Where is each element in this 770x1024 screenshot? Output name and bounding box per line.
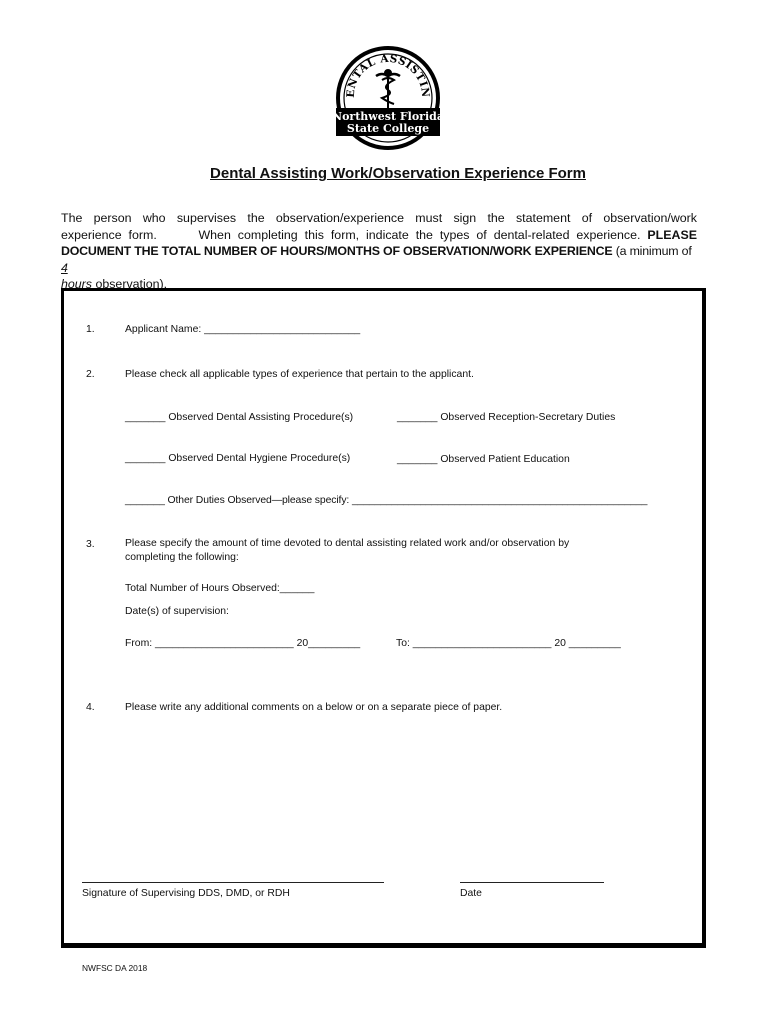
checkbox-reception-secretary[interactable]: _______ Observed Reception-Secretary Duties <box>397 412 616 423</box>
form-title: Dental Assisting Work/Observation Experience Form <box>210 165 586 182</box>
college-seal-logo <box>332 46 444 150</box>
applicant-name-field[interactable]: Applicant Name: ___________________________ <box>125 324 361 335</box>
item-number-4: 4. <box>86 702 95 713</box>
comments-prompt: Please write any additional comments on a below or on a separate piece of paper. <box>125 702 503 713</box>
experience-types-prompt: Please check all applicable types of experience that pertain to the applicant. <box>125 369 474 380</box>
seal-arc-text: ENTAL ASSISTIN <box>344 52 432 99</box>
time-prompt-line2: completing the following: <box>125 552 239 563</box>
instructions-paragraph <box>61 210 697 293</box>
checkbox-dental-hygiene[interactable]: _______ Observed Dental Hygiene Procedure(s) <box>125 453 351 464</box>
intro-line1: The person who supervises the observation/experience must sign the statement of observation/work <box>61 211 697 225</box>
total-hours-field[interactable]: Total Number of Hours Observed:______ <box>125 583 315 594</box>
seal-line1: Northwest Florida <box>332 110 444 123</box>
comments-area[interactable] <box>125 725 665 865</box>
item-number-2: 2. <box>86 369 95 380</box>
dates-of-supervision-label: Date(s) of supervision: <box>125 606 229 617</box>
seal-line2: State College <box>346 122 430 135</box>
item-number-1: 1. <box>86 324 95 335</box>
from-date-field[interactable]: From: ________________________ 20_________ <box>125 638 361 649</box>
other-duties-field[interactable]: _______ Other Duties Observed—please specify: ____________________________________________________ <box>125 495 648 506</box>
form-footer-code: NWFSC DA 2018 <box>82 963 148 973</box>
date-label: Date <box>460 888 482 899</box>
signature-label: Signature of Supervising DDS, DMD, or RDH <box>82 888 290 899</box>
item-number-3: 3. <box>86 539 95 550</box>
intro-line3: DOCUMENT THE TOTAL NUMBER OF HOURS/MONTHS OF OBSERVATION/WORK EXPERIENCE (a minimum of 4 <box>61 244 692 275</box>
signature-line[interactable] <box>82 882 384 883</box>
time-prompt-line1: Please specify the amount of time devoted to dental assisting related work and/or observation by <box>125 538 570 549</box>
checkbox-patient-education[interactable]: _______ Observed Patient Education <box>397 454 570 465</box>
intro-line2: experience form. When completing this form, indicate the types of dental-related experience. PLEASE <box>61 227 697 242</box>
intro-line4: hours observation). <box>61 277 168 291</box>
checkbox-dental-assisting[interactable]: _______ Observed Dental Assisting Procedure(s) <box>125 412 354 423</box>
date-line[interactable] <box>460 882 604 883</box>
to-date-field[interactable]: To: ________________________ 20 _________ <box>396 638 621 649</box>
